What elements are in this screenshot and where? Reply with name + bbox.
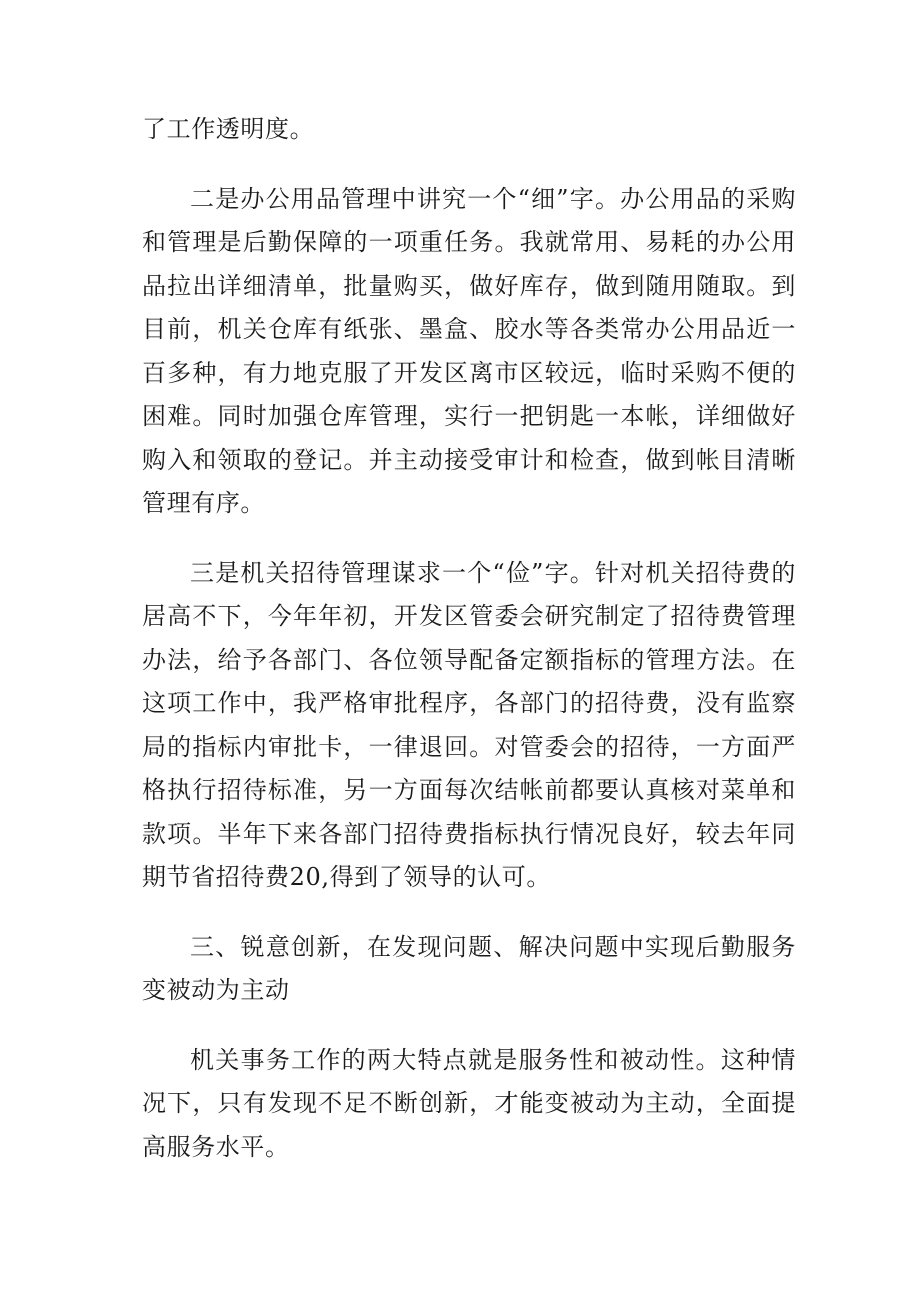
paragraph-reception-management: 三是机关招待管理谋求一个“俭”字。针对机关招待费的居高不下，今年年初，开发区管委会研究制定了招待费管理办法，给予各部门、各位领导配备定额指标的管理方法。在这项工作中，我严格审批程序，各部门的招待费，没有监察局的指标内审批卡，一律退回。对管委会的招待，一方面严格执行招待标准，另一方面每次结帐前都要认真核对菜单和款项。半年下来各部门招待费指标执行情况良好，较去年同期节省招待费20,得到了领导的认可。 xyxy=(142,558,796,891)
paragraph-service-features: 机关事务工作的两大特点就是服务性和被动性。这种情况下，只有发现不足不断创新，才能变被动为主动，全面提高服务水平。 xyxy=(142,1045,796,1161)
paragraph-continuation: 了工作透明度。 xyxy=(142,115,315,143)
section-heading-innovation: 三、锐意创新，在发现问题、解决问题中实现后勤服务变被动为主动 xyxy=(142,932,796,1004)
paragraph-office-supplies: 二是办公用品管理中讲究一个“细”字。办公用品的采购和管理是后勤保障的一项重任务。我就常用、易耗的办公用品拉出详细清单，批量购买，做好库存，做到随用随取。到目前，机关仓库有纸张、墨盒、胶水等各类常办公用品近一百多种，有力地克服了开发区离市区较远，临时采购不便的困难。同时加强仓库管理，实行一把钥匙一本帐，详细做好购入和领取的登记。并主动接受审计和检查，做到帐目清晰管理有序。 xyxy=(142,184,796,517)
document-body xyxy=(142,108,796,1195)
